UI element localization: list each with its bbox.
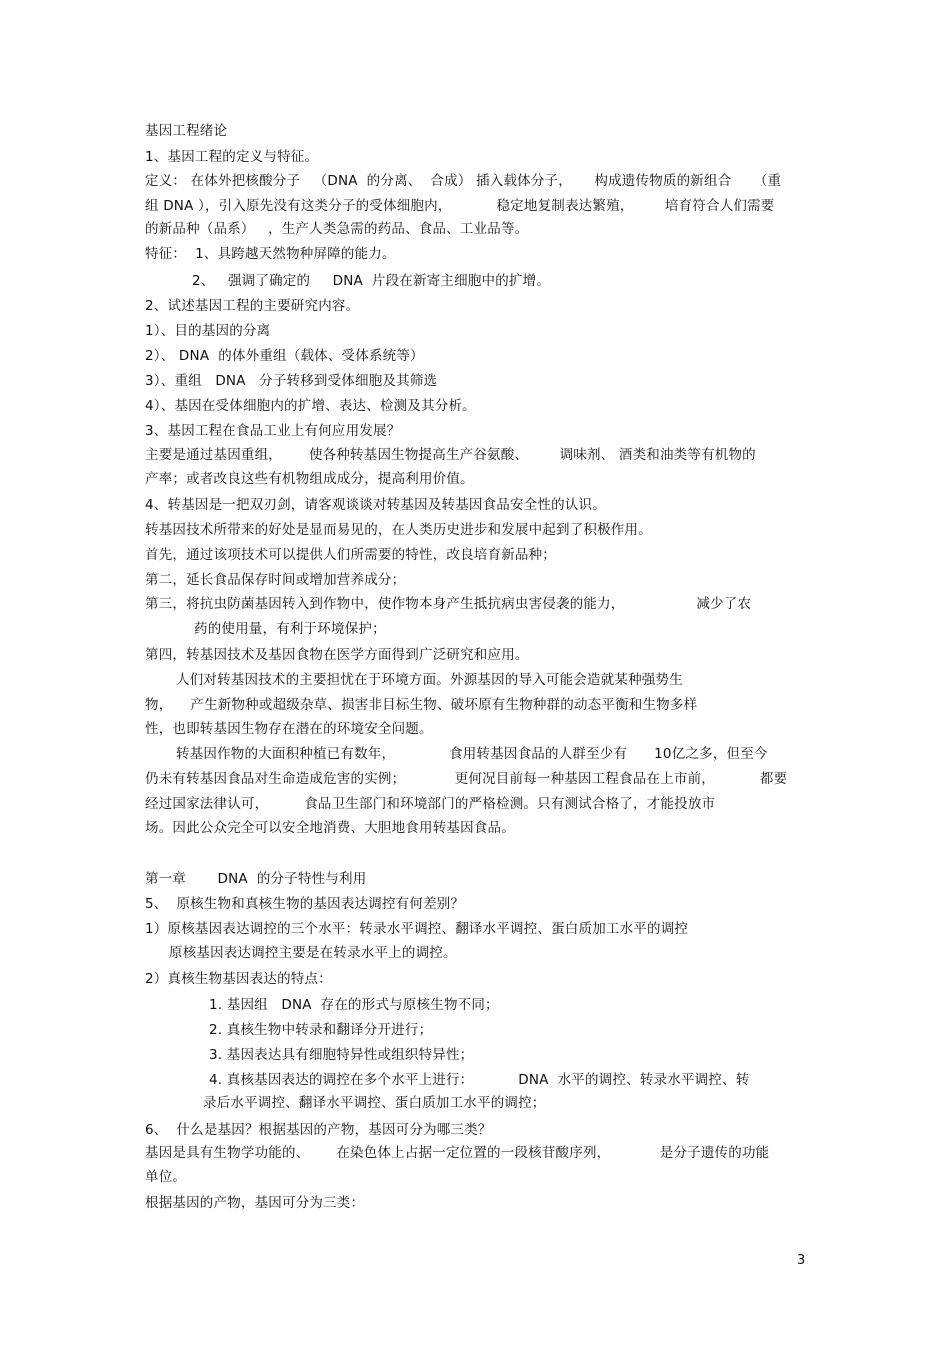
- text-line: 2）真核生物基因表达的特点：: [145, 971, 332, 987]
- text-line: 第一章 DNA 的分子特性与利用: [145, 871, 367, 887]
- text-line: 1）原核基因表达调控的三个水平：转录水平调控、翻译水平调控、蛋白质加工水平的调控: [145, 921, 689, 937]
- text-line: 4）、基因在受体细胞内的扩增、表达、检测及其分析。: [145, 398, 476, 414]
- text-line: 仍未有转基因食品对生命造成危害的实例； 更何况目前每一种基因工程食品在上市前， 都要: [145, 771, 788, 787]
- text-line: 场。因此公众完全可以安全地消费、大胆地食用转基因食品。: [145, 820, 515, 836]
- text-line: 人们对转基因技术的主要担忧在于环境方面。外源基因的导入可能会造就某种强势生: [176, 672, 683, 688]
- text-line: 产率；或者改良这些有机物组成成分，提高利用价值。: [145, 471, 474, 487]
- text-line: 2、 强调了确定的 DNA 片段在新寄主细胞中的扩增。: [192, 273, 551, 289]
- text-line: 单位。: [145, 1169, 187, 1185]
- text-line: 特征： 1、具跨越天然物种屏障的能力。: [145, 246, 396, 262]
- text-line: 物， 产生新物种或超级杂草、损害非目标生物、破坏原有生物种群的动态平衡和生物多样: [145, 697, 698, 713]
- text-line: 根据基因的产物，基因可分为三类：: [145, 1195, 365, 1211]
- text-line: 2）、 DNA 的体外重组（载体、受体系统等）: [145, 348, 424, 364]
- text-line: 6、 什么是基因？根据基因的产物，基因可分为哪三类？: [145, 1122, 492, 1138]
- text-line: 3）、重组 DNA 分子转移到受体细胞及其筛选: [145, 373, 438, 389]
- text-line: 1. 基因组 DNA 存在的形式与原核生物不同；: [209, 997, 499, 1013]
- text-line: 的新品种（品系） ，生产人类急需的药品、食品、工业品等。: [145, 221, 529, 237]
- text-line: 2、试述基因工程的主要研究内容。: [145, 298, 360, 314]
- text-line: 原核基因表达调控主要是在转录水平上的调控。: [169, 945, 457, 961]
- text-line: 5、 原核生物和真核生物的基因表达调控有何差别？: [145, 896, 465, 912]
- text-line: 转基因技术所带来的好处是显而易见的，在人类历史进步和发展中起到了积极作用。: [145, 522, 652, 538]
- text-line: 3、基因工程在食品工业上有何应用发展？: [145, 423, 401, 439]
- text-line: 药的使用量，有利于环境保护；: [194, 621, 386, 637]
- text-line: 4、转基因是一把双刃剑，请客观谈谈对转基因及转基因食品安全性的认识。: [145, 497, 606, 513]
- text-line: 录后水平调控、翻译水平调控、蛋白质加工水平的调控；: [203, 1095, 546, 1111]
- text-line: 转基因作物的大面积种植已有数年， 食用转基因食品的人群至少有 10亿之多，但至今: [176, 746, 768, 762]
- text-line: 4. 真核基因表达的调控在多个水平上进行： DNA 水平的调控、转录水平调控、转: [209, 1072, 750, 1088]
- text-line: 基因是具有生物学功能的、 在染色体上占据一定位置的一段核苷酸序列， 是分子遗传的功能: [145, 1145, 770, 1161]
- page-number: 3: [797, 1253, 806, 1268]
- text-line: 第四，转基因技术及基因食物在医学方面得到广泛研究和应用。: [145, 647, 529, 663]
- doc-title: 基因工程绪论: [145, 123, 228, 139]
- text-line: 经过国家法律认可， 食品卫生部门和环境部门的严格检测。只有测试合格了，才能投放市: [145, 796, 716, 812]
- text-line: 定义： 在体外把核酸分子 （DNA 的分离、 合成） 插入载体分子， 构成遗传物质的新组合 （重: [145, 173, 782, 189]
- text-line: 性，也即转基因生物存在潜在的环境安全问题。: [145, 721, 433, 737]
- text-line: 1、基因工程的定义与特征。: [145, 149, 319, 165]
- text-line: 1）、目的基因的分离: [145, 323, 271, 339]
- text-line: 第二，延长食品保存时间或增加营养成分；: [145, 572, 406, 588]
- text-line: 3. 基因表达具有细胞特异性或组织特异性；: [209, 1047, 474, 1063]
- text-line: 首先，通过该项技术可以提供人们所需要的特性，改良培育新品种；: [145, 547, 556, 563]
- text-line: 第三，将抗虫防菌基因转入到作物中，使作物本身产生抵抗病虫害侵袭的能力， 减少了农: [145, 596, 752, 612]
- text-line: 主要是通过基因重组， 使各种转基因生物提高生产谷氨酸、 调味剂、 酒类和油类等有机物的: [145, 447, 756, 463]
- text-line: 组 DNA ），引入原先没有这类分子的受体细胞内， 稳定地复制表达繁殖， 培育符合人们需要: [145, 198, 775, 214]
- text-line: 2. 真核生物中转录和翻译分开进行；: [209, 1022, 433, 1038]
